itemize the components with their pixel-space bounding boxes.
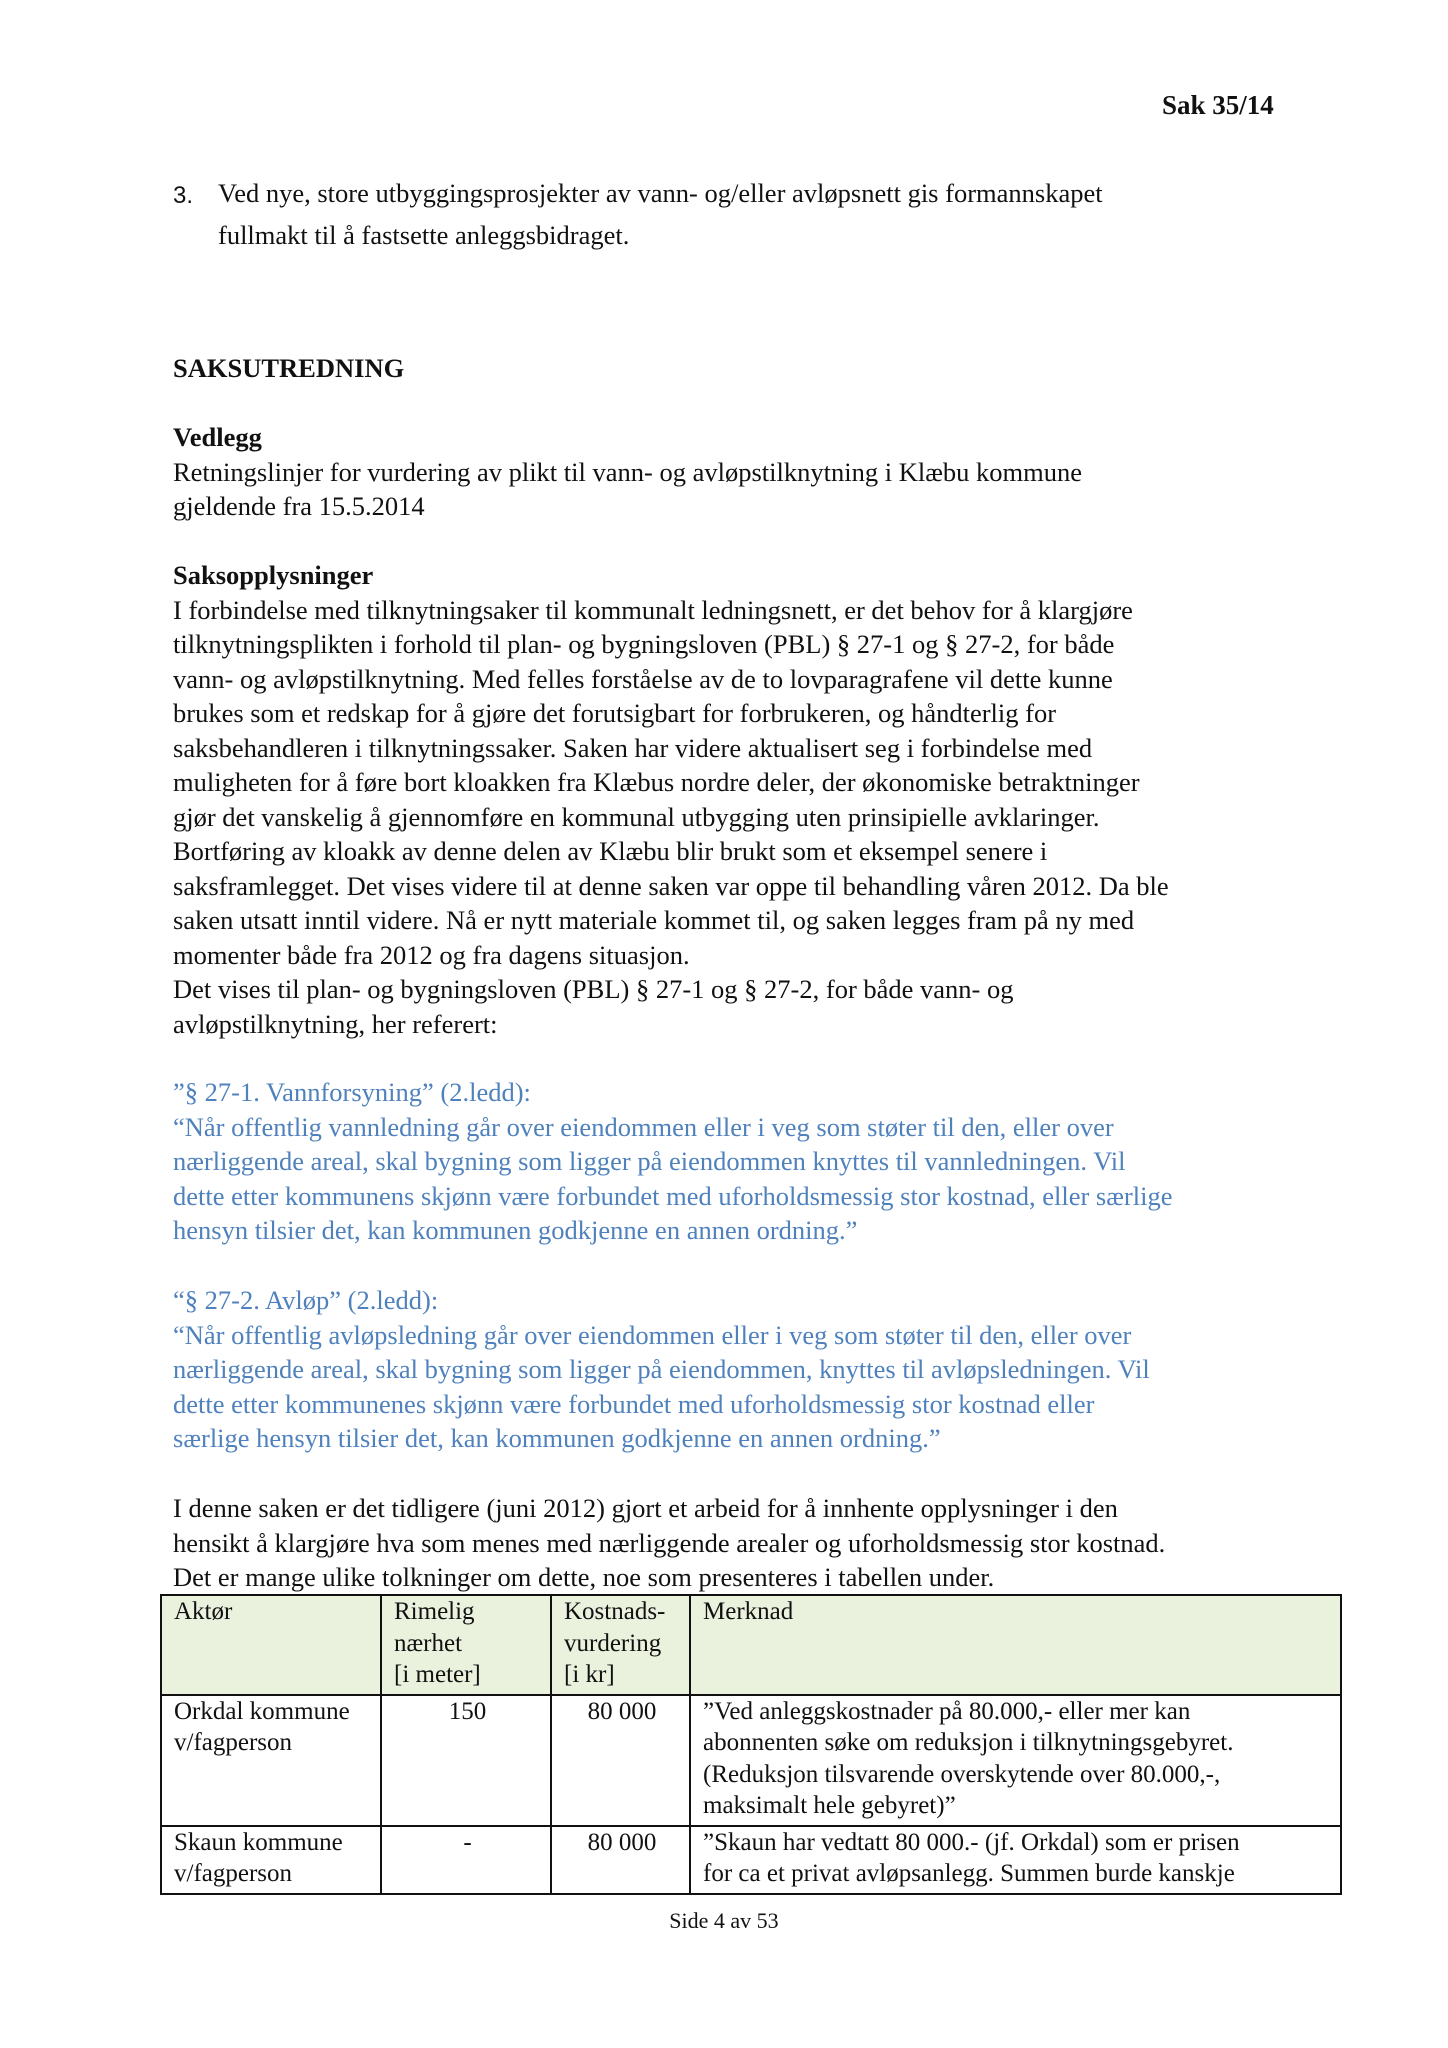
interpretation-table [160,1594,1342,1895]
cell-remark: ”Skaun har vedtatt 80 000.- (jf. Orkdal) som er prisen for ca et privat avløpsanlegg. Summen burde kanskje [690,1826,1341,1894]
quote-line: dette etter kommunens skjønn være forbundet med uforholdsmessig stor kostnad, eller særlige [173,1180,1173,1211]
cell-cost: 80 000 [551,1826,690,1894]
header-distance: Rimelig nærhet [i meter] [381,1595,551,1695]
paragraph-line: tilknytningsplikten i forhold til plan- og bygningsloven (PBL) § 27-1 og § 27-2, for både [173,629,1115,659]
list-item-3 [218,176,1103,252]
attachments-line: Retningslinjer for vurdering av plikt til vann- og avløpstilknytning i Klæbu kommune [173,456,1082,487]
attachments-line: gjeldende fra 15.5.2014 [173,491,425,521]
page-number: Side 4 av 53 [669,1908,779,1933]
paragraph-line: momenter både fra 2012 og fra dagens situasjon. [173,939,690,970]
quote-line: “Når offentlig avløpsledning går over eiendommen eller i veg som støter til den, eller over [173,1319,1132,1350]
cell-distance: 150 [381,1695,551,1826]
case-information-heading: Saksopplysninger [173,560,374,590]
cell-remark: ”Ved anleggskostnader på 80.000,- eller mer kan abonnenten søke om reduksjon i tilknytningsgebyret. (Reduksjon tilsvarende overskytende over 80.000,-, maksimalt hele gebyret)” [690,1695,1341,1826]
header-actor: Aktør [161,1595,381,1695]
table-row [161,1826,1341,1894]
cell-actor: Orkdal kommune v/fagperson [161,1695,381,1826]
quote-line: hensyn tilsier det, kan kommunen godkjenne en annen ordning.” [173,1215,858,1245]
paragraph-line: saken utsatt inntil videre. Nå er nytt materiale kommet til, og saken legges fram på ny med [173,905,1135,935]
list-item-line: fullmakt til å fastsette anleggsbidraget. [218,219,630,250]
paragraph-line: I denne saken er det tidligere (juni 2012) gjort et arbeid for å innhente opplysninger i den [173,1493,1118,1523]
list-item-line: Ved nye, store utbyggingsprosjekter av vann- og/eller avløpsnett gis formannskapet [218,178,1103,208]
header-remark: Merknad [690,1595,1341,1695]
section-title: SAKSUTREDNING [173,353,405,383]
paragraph-line: avløpstilknytning, her referert: [173,1008,498,1039]
paragraph-line: saksbehandleren i tilknytningssaker. Saken har videre aktualisert seg i forbindelse med [173,732,1093,763]
quote-line: “Når offentlig vannledning går over eiendommen eller i veg som støter til den, eller over [173,1111,1114,1142]
quote-title: “§ 27-2. Avløp” (2.ledd): [173,1285,439,1315]
case-information-section [173,558,1169,1041]
case-reference: Sak 35/14 [1162,90,1274,120]
cell-distance: - [381,1826,551,1894]
table-row [161,1695,1341,1826]
header-cost: Kostnads- vurdering [i kr] [551,1595,690,1695]
table-header-row [161,1595,1341,1695]
quote-line: særlige hensyn tilsier det, kan kommunen godkjenne en annen ordning.” [173,1423,941,1453]
quote-line: nærliggende areal, skal bygning som ligger på eiendommen knyttes til vannledningen. Vil [173,1146,1126,1176]
law-quote-27-2 [173,1283,1150,1456]
quote-title: ”§ 27-1. Vannforsyning” (2.ledd): [173,1077,531,1107]
table-intro-paragraph [173,1491,1165,1595]
paragraph-line: saksframlegget. Det vises videre til at denne saken var oppe til behandling våren 2012. Da ble [173,870,1169,901]
attachments-heading: Vedlegg [173,422,262,452]
list-number: 3. [173,182,194,209]
paragraph-line: vann- og avløpstilknytning. Med felles forståelse av de to lovparagrafene vil dette kunne [173,663,1113,694]
paragraph-line: hensikt å klargjøre hva som menes med nærliggende arealer og uforholdsmessig stor kostnad. [173,1527,1166,1558]
attachments-section [173,420,1082,524]
paragraph-line: muligheten for å føre bort kloakken fra Klæbus nordre deler, der økonomiske betraktninger [173,767,1140,797]
paragraph-line: gjør det vanskelig å gjennomføre en kommunal utbygging uten prinsipielle avklaringer. [173,801,1100,832]
paragraph-line: brukes som et redskap for å gjøre det forutsigbart for forbrukeren, og håndterlig for [173,698,1057,728]
paragraph-line: Det er mange ulike tolkninger om dette, noe som presenteres i tabellen under. [173,1562,995,1592]
cell-cost: 80 000 [551,1695,690,1826]
paragraph-line: Bortføring av kloakk av denne delen av Klæbu blir brukt som et eksempel senere i [173,836,1048,866]
quote-line: nærliggende areal, skal bygning som ligger på eiendommen, knyttes til avløpsledningen. Vil [173,1354,1150,1384]
paragraph-line: Det vises til plan- og bygningsloven (PBL) § 27-1 og § 27-2, for både vann- og [173,974,1014,1004]
quote-line: dette etter kommunenes skjønn være forbundet med uforholdsmessig stor kostnad eller [173,1388,1095,1419]
law-quote-27-1 [173,1075,1172,1248]
cell-actor: Skaun kommune v/fagperson [161,1826,381,1894]
paragraph-line: I forbindelse med tilknytningsaker til kommunalt ledningsnett, er det behov for å klargjøre [173,594,1133,625]
